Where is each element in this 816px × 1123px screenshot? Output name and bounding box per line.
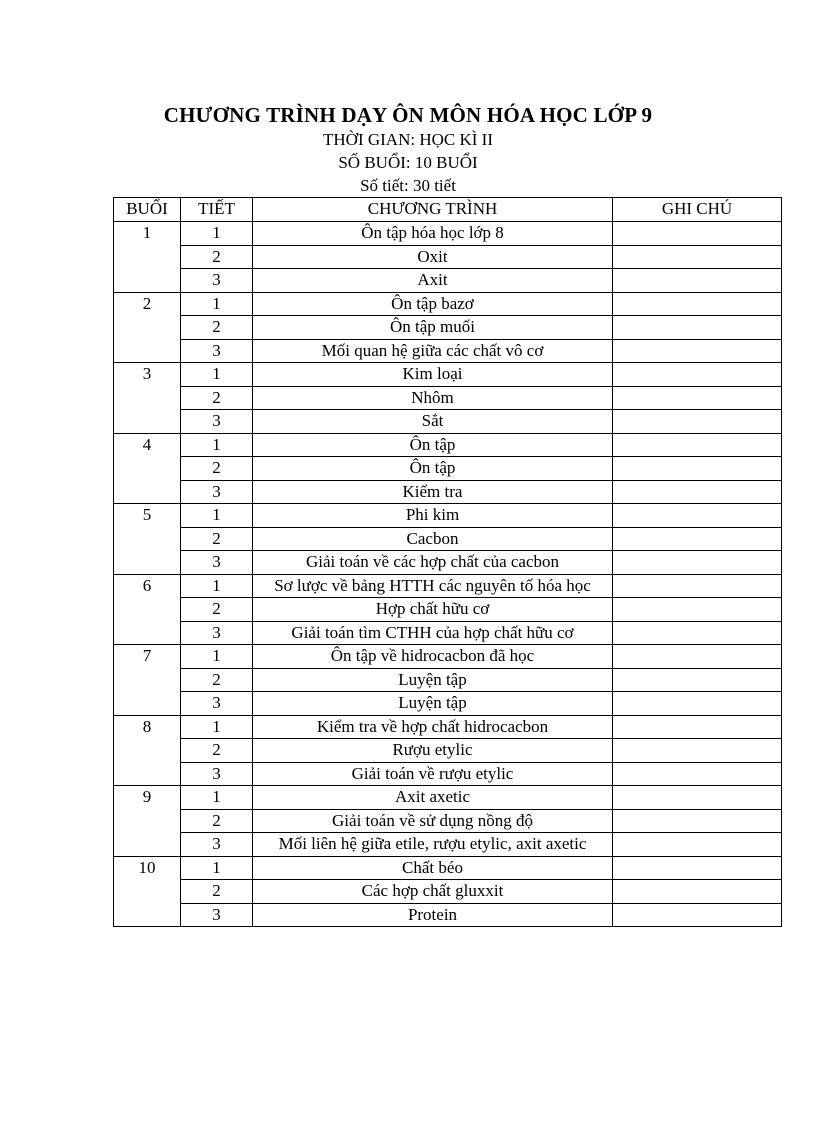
table-row bbox=[114, 457, 782, 481]
lesson-content-cell: Sắt bbox=[253, 410, 613, 434]
session-number-cell: 6 bbox=[114, 574, 181, 645]
table-row bbox=[114, 222, 782, 246]
note-cell bbox=[613, 480, 782, 504]
period-number-cell: 2 bbox=[181, 739, 253, 763]
table-row bbox=[114, 692, 782, 716]
period-number-cell: 3 bbox=[181, 833, 253, 857]
lesson-content-cell: Ôn tập muối bbox=[253, 316, 613, 340]
table-row bbox=[114, 574, 782, 598]
table-row bbox=[114, 527, 782, 551]
note-cell bbox=[613, 880, 782, 904]
lesson-content-cell: Sơ lược về bảng HTTH các nguyên tố hóa học bbox=[253, 574, 613, 598]
period-number-cell: 3 bbox=[181, 692, 253, 716]
header-ghi-chu: GHI CHÚ bbox=[613, 198, 782, 222]
period-number-cell: 1 bbox=[181, 504, 253, 528]
semester-line: THỜI GIAN: HỌC KÌ II bbox=[323, 130, 493, 149]
table-row bbox=[114, 786, 782, 810]
period-number-cell: 1 bbox=[181, 292, 253, 316]
note-cell bbox=[613, 786, 782, 810]
table-row bbox=[114, 480, 782, 504]
lesson-content-cell: Rượu etylic bbox=[253, 739, 613, 763]
note-cell bbox=[613, 292, 782, 316]
period-number-cell: 3 bbox=[181, 410, 253, 434]
note-cell bbox=[613, 598, 782, 622]
period-number-cell: 2 bbox=[181, 245, 253, 269]
period-number-cell: 3 bbox=[181, 269, 253, 293]
note-cell bbox=[613, 386, 782, 410]
table-row bbox=[114, 551, 782, 575]
note-cell bbox=[613, 222, 782, 246]
note-cell bbox=[613, 833, 782, 857]
lesson-content-cell: Chất béo bbox=[253, 856, 613, 880]
lesson-content-cell: Giải toán về rượu etylic bbox=[253, 762, 613, 786]
table-row bbox=[114, 856, 782, 880]
lesson-content-cell: Cacbon bbox=[253, 527, 613, 551]
table-row bbox=[114, 903, 782, 927]
note-cell bbox=[613, 457, 782, 481]
session-number-cell: 2 bbox=[114, 292, 181, 363]
table-row bbox=[114, 504, 782, 528]
lesson-content-cell: Luyện tập bbox=[253, 692, 613, 716]
period-number-cell: 3 bbox=[181, 551, 253, 575]
table-body bbox=[114, 222, 782, 927]
lesson-content-cell: Nhôm bbox=[253, 386, 613, 410]
table-row bbox=[114, 645, 782, 669]
period-number-cell: 1 bbox=[181, 574, 253, 598]
lesson-content-cell: Protein bbox=[253, 903, 613, 927]
lesson-content-cell: Kiểm tra về hợp chất hidrocacbon bbox=[253, 715, 613, 739]
note-cell bbox=[613, 245, 782, 269]
lesson-content-cell: Luyện tập bbox=[253, 668, 613, 692]
note-cell bbox=[613, 269, 782, 293]
period-number-cell: 2 bbox=[181, 386, 253, 410]
lesson-content-cell: Ôn tập về hidrocacbon đã học bbox=[253, 645, 613, 669]
table-row bbox=[114, 245, 782, 269]
period-number-cell: 2 bbox=[181, 457, 253, 481]
table-row bbox=[114, 762, 782, 786]
lesson-content-cell: Ôn tập bazơ bbox=[253, 292, 613, 316]
lesson-content-cell: Axit bbox=[253, 269, 613, 293]
table-row bbox=[114, 316, 782, 340]
note-cell bbox=[613, 762, 782, 786]
period-number-cell: 3 bbox=[181, 762, 253, 786]
document-title: CHƯƠNG TRÌNH DẠY ÔN MÔN HÓA HỌC LỚP 9 bbox=[163, 103, 653, 127]
note-cell bbox=[613, 621, 782, 645]
table-row bbox=[114, 339, 782, 363]
table-row bbox=[114, 292, 782, 316]
table-row bbox=[114, 598, 782, 622]
note-cell bbox=[613, 739, 782, 763]
note-cell bbox=[613, 645, 782, 669]
note-cell bbox=[613, 433, 782, 457]
lesson-content-cell: Kim loại bbox=[253, 363, 613, 387]
table-row bbox=[114, 410, 782, 434]
lesson-content-cell: Kiểm tra bbox=[253, 480, 613, 504]
table-header-row bbox=[114, 198, 782, 222]
session-number-cell: 1 bbox=[114, 222, 181, 293]
period-number-cell: 2 bbox=[181, 527, 253, 551]
table-row bbox=[114, 433, 782, 457]
note-cell bbox=[613, 856, 782, 880]
note-cell bbox=[613, 668, 782, 692]
table-row bbox=[114, 363, 782, 387]
lesson-content-cell: Mối quan hệ giữa các chất vô cơ bbox=[253, 339, 613, 363]
table-row bbox=[114, 880, 782, 904]
session-number-cell: 4 bbox=[114, 433, 181, 504]
note-cell bbox=[613, 715, 782, 739]
lesson-content-cell: Ôn tập bbox=[253, 433, 613, 457]
period-number-cell: 1 bbox=[181, 856, 253, 880]
lesson-content-cell: Axit axetic bbox=[253, 786, 613, 810]
syllabus-table bbox=[113, 197, 782, 927]
lesson-content-cell: Hợp chất hữu cơ bbox=[253, 598, 613, 622]
note-cell bbox=[613, 410, 782, 434]
note-cell bbox=[613, 527, 782, 551]
lesson-content-cell: Ôn tập bbox=[253, 457, 613, 481]
note-cell bbox=[613, 809, 782, 833]
lesson-content-cell: Giải toán về sử dụng nồng độ bbox=[253, 809, 613, 833]
lesson-content-cell: Phi kim bbox=[253, 504, 613, 528]
period-number-cell: 2 bbox=[181, 668, 253, 692]
period-number-cell: 3 bbox=[181, 480, 253, 504]
table-row bbox=[114, 715, 782, 739]
period-number-cell: 2 bbox=[181, 316, 253, 340]
lesson-content-cell: Giải toán tìm CTHH của hợp chất hữu cơ bbox=[253, 621, 613, 645]
session-number-cell: 3 bbox=[114, 363, 181, 434]
period-number-cell: 1 bbox=[181, 363, 253, 387]
period-number-cell: 2 bbox=[181, 598, 253, 622]
period-number-cell: 1 bbox=[181, 222, 253, 246]
period-number-cell: 1 bbox=[181, 715, 253, 739]
table-row bbox=[114, 739, 782, 763]
note-cell bbox=[613, 903, 782, 927]
header-tiet: TIẾT bbox=[181, 198, 253, 222]
table-row bbox=[114, 621, 782, 645]
session-number-cell: 5 bbox=[114, 504, 181, 575]
period-count-line: Số tiết: 30 tiết bbox=[360, 176, 456, 195]
table-row bbox=[114, 269, 782, 293]
period-number-cell: 1 bbox=[181, 433, 253, 457]
note-cell bbox=[613, 339, 782, 363]
note-cell bbox=[613, 551, 782, 575]
period-number-cell: 2 bbox=[181, 880, 253, 904]
header-chuong-trinh: CHƯƠNG TRÌNH bbox=[253, 198, 613, 222]
session-number-cell: 7 bbox=[114, 645, 181, 716]
period-number-cell: 1 bbox=[181, 786, 253, 810]
note-cell bbox=[613, 692, 782, 716]
period-number-cell: 1 bbox=[181, 645, 253, 669]
table-row bbox=[114, 668, 782, 692]
table-row bbox=[114, 386, 782, 410]
session-number-cell: 10 bbox=[114, 856, 181, 927]
note-cell bbox=[613, 504, 782, 528]
note-cell bbox=[613, 574, 782, 598]
note-cell bbox=[613, 363, 782, 387]
table-row bbox=[114, 809, 782, 833]
lesson-content-cell: Mối liên hệ giữa etile, rượu etylic, axit axetic bbox=[253, 833, 613, 857]
period-number-cell: 3 bbox=[181, 339, 253, 363]
lesson-content-cell: Oxit bbox=[253, 245, 613, 269]
header-buoi: BUỔI bbox=[114, 198, 181, 222]
period-number-cell: 3 bbox=[181, 621, 253, 645]
note-cell bbox=[613, 316, 782, 340]
lesson-content-cell: Các hợp chất gluxxit bbox=[253, 880, 613, 904]
session-number-cell: 8 bbox=[114, 715, 181, 786]
lesson-content-cell: Ôn tập hóa học lớp 8 bbox=[253, 222, 613, 246]
period-number-cell: 2 bbox=[181, 809, 253, 833]
session-number-cell: 9 bbox=[114, 786, 181, 857]
table-row bbox=[114, 833, 782, 857]
lesson-content-cell: Giải toán về các hợp chất của cacbon bbox=[253, 551, 613, 575]
period-number-cell: 3 bbox=[181, 903, 253, 927]
session-count-line: SỐ BUỔI: 10 BUỔI bbox=[338, 153, 478, 172]
